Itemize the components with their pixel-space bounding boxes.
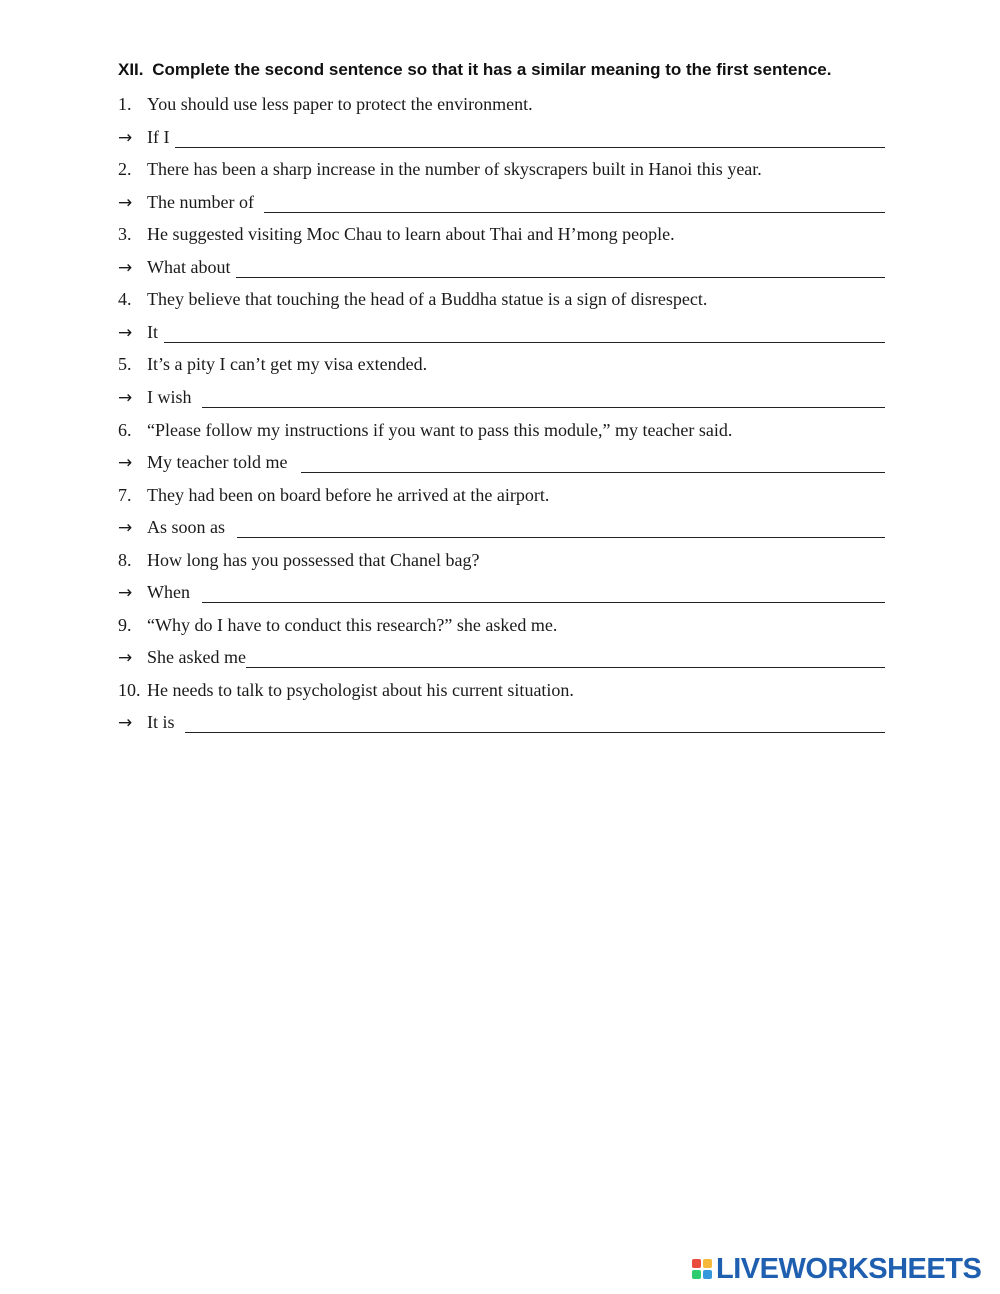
answer-blank-10[interactable] xyxy=(185,732,885,733)
question-number: 1. xyxy=(118,94,132,114)
question-sentence: He needs to talk to psychologist about his current situation. xyxy=(147,680,574,700)
answer-row-1 xyxy=(118,124,885,150)
answer-row-8 xyxy=(118,579,885,605)
question-number: 7. xyxy=(118,485,132,505)
arrow-icon: → xyxy=(118,518,133,538)
question-10 xyxy=(118,677,885,703)
question-number: 4. xyxy=(118,289,132,309)
answer-prompt: It xyxy=(147,322,158,342)
question-number: 8. xyxy=(118,550,132,570)
question-number: 2. xyxy=(118,159,132,179)
question-1 xyxy=(118,91,885,117)
liveworksheets-logo xyxy=(692,1254,981,1284)
question-number: 6. xyxy=(118,420,132,440)
logo-blocks-icon xyxy=(692,1259,712,1279)
answer-prompt: The number of xyxy=(147,192,254,212)
arrow-icon: → xyxy=(118,258,133,278)
question-sentence: They believe that touching the head of a Buddha statue is a sign of disrespect. xyxy=(147,289,708,309)
answer-prompt: If I xyxy=(147,127,170,147)
answer-prompt: She asked me xyxy=(147,647,246,667)
question-sentence: How long has you possessed that Chanel bag? xyxy=(147,550,480,570)
answer-row-6 xyxy=(118,449,885,475)
logo-text: LIVEWORKSHEETS xyxy=(716,1253,982,1285)
answer-blank-5[interactable] xyxy=(202,407,886,408)
answer-blank-6[interactable] xyxy=(301,472,885,473)
answer-prompt: I wish xyxy=(147,387,192,407)
question-sentence: It’s a pity I can’t get my visa extended. xyxy=(147,354,428,374)
answer-blank-8[interactable] xyxy=(202,602,885,603)
logo-block xyxy=(703,1270,712,1279)
answer-prompt: My teacher told me xyxy=(147,452,288,472)
exercise-instruction: Complete the second sentence so that it has a similar meaning to the first sentence. xyxy=(152,60,832,79)
arrow-icon: → xyxy=(118,193,133,213)
question-9 xyxy=(118,612,885,638)
question-sentence: “Please follow my instructions if you want to pass this module,” my teacher said. xyxy=(147,420,733,440)
arrow-icon: → xyxy=(118,388,133,408)
answer-row-5 xyxy=(118,384,885,410)
arrow-icon: → xyxy=(118,648,133,668)
question-sentence: “Why do I have to conduct this research?” she asked me. xyxy=(147,615,558,635)
answer-prompt: When xyxy=(147,582,190,602)
question-sentence: You should use less paper to protect the environment. xyxy=(147,94,533,114)
answer-row-4 xyxy=(118,319,885,345)
answer-blank-7[interactable] xyxy=(237,537,885,538)
question-4 xyxy=(118,286,885,312)
question-8 xyxy=(118,547,885,573)
question-sentence: There has been a sharp increase in the number of skyscrapers built in Hanoi this year. xyxy=(147,159,762,179)
answer-prompt: What about xyxy=(147,257,231,277)
question-2 xyxy=(118,156,885,182)
logo-block xyxy=(692,1270,701,1279)
question-number: 9. xyxy=(118,615,132,635)
answer-prompt: As soon as xyxy=(147,517,226,537)
exercise-number: XII. xyxy=(118,60,144,79)
question-6 xyxy=(118,417,885,443)
question-number: 10. xyxy=(118,680,141,700)
arrow-icon: → xyxy=(118,323,133,343)
arrow-icon: → xyxy=(118,713,133,733)
answer-row-10 xyxy=(118,709,885,735)
answer-blank-2[interactable] xyxy=(264,212,885,213)
question-sentence: They had been on board before he arrived at the airport. xyxy=(147,485,550,505)
question-3 xyxy=(118,221,885,247)
arrow-icon: → xyxy=(118,128,133,148)
question-5 xyxy=(118,351,885,377)
logo-block xyxy=(703,1259,712,1268)
answer-prompt: It is xyxy=(147,712,175,732)
arrow-icon: → xyxy=(118,583,133,603)
answer-blank-4[interactable] xyxy=(164,342,885,343)
answer-blank-3[interactable] xyxy=(236,277,885,278)
answer-row-9 xyxy=(118,644,885,670)
answer-blank-1[interactable] xyxy=(175,147,885,148)
answer-row-2 xyxy=(118,189,885,215)
answer-row-3 xyxy=(118,254,885,280)
question-7 xyxy=(118,482,885,508)
exercise-heading xyxy=(118,60,831,80)
question-number: 3. xyxy=(118,224,132,244)
answer-row-7 xyxy=(118,514,885,540)
logo-block xyxy=(692,1259,701,1268)
question-sentence: He suggested visiting Moc Chau to learn about Thai and H’mong people. xyxy=(147,224,675,244)
question-number: 5. xyxy=(118,354,132,374)
arrow-icon: → xyxy=(118,453,133,473)
answer-blank-9[interactable] xyxy=(246,667,885,668)
